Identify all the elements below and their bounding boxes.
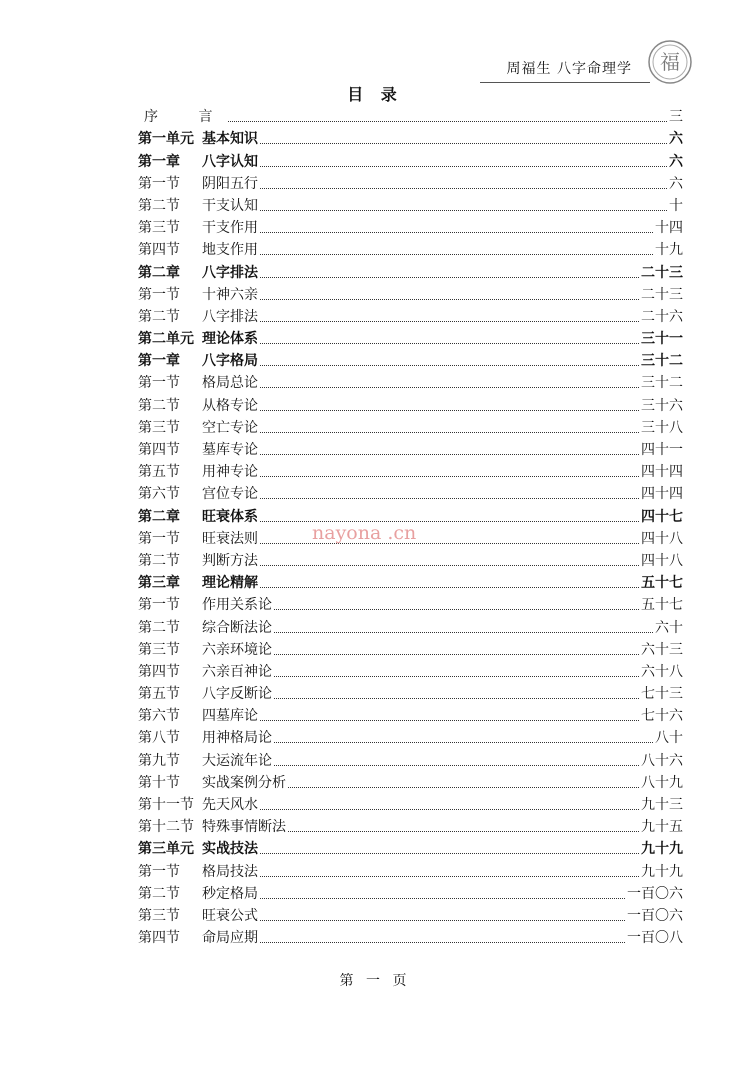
running-header: 周福生 八字命理学: [506, 61, 632, 77]
seal-logo: [646, 38, 694, 86]
toc-entry-number: 第一章: [138, 353, 180, 370]
toc-entry-title: 空亡专论: [202, 419, 258, 436]
toc-entry-number: 第二节: [138, 552, 180, 569]
toc-entry-title: 旺衰公式: [202, 907, 258, 924]
toc-entry-number: 第六节: [138, 708, 180, 725]
toc-entry-page: 十: [669, 197, 683, 214]
toc-entry-title: 宫位专论: [202, 486, 258, 503]
toc-entry-number: 第五节: [138, 464, 180, 481]
toc-entry-title: 阴阳五行: [202, 175, 258, 192]
svg-text:福: 福: [660, 50, 680, 74]
dot-leader: [260, 565, 639, 566]
dot-leader: [260, 387, 639, 388]
dot-leader: [260, 254, 653, 255]
dot-leader: [274, 765, 639, 766]
toc-entry-number: 第一章: [138, 153, 180, 170]
dot-leader: [260, 476, 639, 477]
toc-entry-title: 旺衰法则: [202, 530, 258, 547]
toc-entry-number: 第二节: [138, 619, 180, 636]
toc-entry: [138, 570, 683, 592]
dot-leader: [260, 365, 639, 366]
toc-entry-title: 理论体系: [202, 331, 258, 348]
dot-leader: [274, 654, 639, 655]
toc-entry-page: 一百〇八: [627, 930, 683, 947]
page-footer: 第 一 页: [339, 973, 411, 989]
toc-entry-number: 第二单元: [138, 331, 194, 348]
toc-entry: [138, 614, 683, 636]
toc-entry-page: 四十八: [641, 552, 683, 569]
dot-leader: [260, 143, 667, 144]
toc-entry: [138, 370, 683, 392]
dot-leader: [260, 942, 625, 943]
toc-entry-page: 三十二: [641, 375, 683, 392]
dot-leader: [260, 277, 639, 278]
toc-entry-number: 第二节: [138, 885, 180, 902]
dot-leader: [228, 121, 667, 122]
toc-entry: [138, 237, 683, 259]
toc-entry-page: 四十四: [641, 464, 683, 481]
toc-entry: [138, 659, 683, 681]
dot-leader: [274, 698, 639, 699]
toc-entry-title: 干支认知: [202, 197, 258, 214]
toc-entry-number: 第二章: [138, 508, 180, 525]
toc-entry-page: 六十八: [641, 663, 683, 680]
toc-entry-page: 九十三: [641, 797, 683, 813]
dot-leader: [288, 787, 639, 788]
toc-entry-number: 第三节: [138, 907, 180, 924]
toc-entry: [138, 326, 683, 348]
toc-entry-number: 第一节: [138, 530, 180, 547]
toc-entry-number: 第十一节: [138, 797, 194, 813]
toc-entry-title: 理论精解: [202, 575, 258, 592]
toc-entry-title: 八字认知: [202, 153, 258, 170]
watermark: nayona .cn: [312, 522, 417, 544]
toc-entry-number: 第四节: [138, 242, 180, 259]
toc-entry-title: 大运流年论: [202, 752, 272, 769]
toc-entry: [138, 770, 683, 792]
dot-leader: [260, 876, 639, 877]
toc-entry-number: 第三单元: [138, 841, 194, 858]
dot-leader: [260, 321, 639, 322]
toc-entry-title: 八字排法: [202, 264, 258, 281]
dot-leader: [260, 343, 639, 344]
toc-entry-title: 格局总论: [202, 375, 258, 392]
toc-entry: [138, 437, 683, 459]
toc-entry-page: 一百〇六: [627, 885, 683, 902]
toc-entry-number: 第二章: [138, 264, 180, 281]
toc-entry-title: 干支作用: [202, 220, 258, 237]
toc-entry-page: 九十九: [641, 863, 683, 880]
toc-entry-number: 第九节: [138, 752, 180, 769]
toc-entry: [138, 725, 683, 747]
toc-entry: [138, 171, 683, 193]
toc-entry-number: 第一节: [138, 597, 180, 614]
toc-entry-title: 用神专论: [202, 464, 258, 481]
toc-entry: [138, 925, 683, 947]
toc-entry: [138, 459, 683, 481]
dot-leader: [260, 920, 625, 921]
toc-entry: [138, 392, 683, 414]
toc-entry-number: 第十二节: [138, 819, 194, 836]
toc-entry-title: 十神六亲: [202, 286, 258, 303]
toc-entry-number: 第八节: [138, 730, 180, 747]
toc-entry-number: 第二节: [138, 197, 180, 214]
toc-entry-page: 六: [669, 175, 683, 192]
toc-entry-number: 第三节: [138, 419, 180, 436]
toc-entry-title: 秒定格局: [202, 885, 258, 902]
toc-entry-page: 二十三: [641, 264, 683, 281]
toc-entry-number: 第四节: [138, 930, 180, 947]
toc-entry-title: 八字反断论: [202, 686, 272, 703]
toc-entry-page: 三: [669, 109, 683, 126]
toc-entry: [138, 415, 683, 437]
toc-entry-page: 八十九: [641, 774, 683, 791]
toc-entry: [138, 858, 683, 880]
toc-entry: [138, 792, 683, 814]
toc-entry-number: 第二节: [138, 397, 180, 414]
toc-entry: [138, 259, 683, 281]
toc-entry-page: 三十一: [641, 331, 683, 348]
toc-entry: [138, 637, 683, 659]
toc-entry-page: 二十六: [641, 308, 683, 325]
toc-entry-title: 作用关系论: [202, 597, 272, 614]
toc-entry-number: 第五节: [138, 686, 180, 703]
dot-leader: [274, 632, 653, 633]
toc-entry-title: 判断方法: [202, 552, 258, 569]
toc-entry-number: 第三节: [138, 220, 180, 237]
toc-entry-title: 实战案例分析: [202, 774, 286, 791]
toc-entry: [138, 348, 683, 370]
toc-entry-page: 三十二: [641, 353, 683, 370]
toc-entry: [138, 104, 683, 126]
dot-leader: [260, 410, 639, 411]
toc-entry-title: 先天风水: [202, 797, 258, 813]
toc-entry: [138, 193, 683, 215]
dot-leader: [260, 720, 639, 721]
toc-entry-number: 第二节: [138, 308, 180, 325]
toc-entry-page: 四十七: [641, 508, 683, 525]
toc-entry-number: 第四节: [138, 663, 180, 680]
toc-entry-page: 十四: [655, 220, 683, 237]
toc-entry-page: 九十九: [641, 841, 683, 858]
dot-leader: [260, 454, 639, 455]
toc-entry-page: 三十八: [641, 419, 683, 436]
toc-entry-title: 八字格局: [202, 353, 258, 370]
toc-entry-page: 四十八: [641, 530, 683, 547]
toc-entry: [138, 814, 683, 836]
toc-entry: [138, 282, 683, 304]
dot-leader: [260, 210, 667, 211]
toc-entry-number: 第四节: [138, 442, 180, 458]
toc-entry: [138, 836, 683, 858]
toc-entry-number: 第十节: [138, 774, 180, 791]
dot-leader: [260, 299, 639, 300]
toc-entry-page: 六: [669, 131, 683, 148]
toc-entry-page: 五十七: [641, 597, 683, 614]
toc-entry-page: 五十七: [641, 575, 683, 592]
toc-entry-page: 九十五: [641, 819, 683, 836]
toc-entry-number: 第一节: [138, 286, 180, 303]
dot-leader: [288, 831, 639, 832]
toc-entry-title: 特殊事情断法: [202, 819, 286, 836]
dot-leader: [260, 232, 653, 233]
toc-entry-title: 六亲环境论: [202, 641, 272, 658]
toc-entry: [138, 592, 683, 614]
toc-entry-page: 七十三: [641, 686, 683, 703]
toc-entry-page: 七十六: [641, 708, 683, 725]
toc-entry-page: 四十一: [641, 442, 683, 458]
toc-entry-title: 格局技法: [202, 863, 258, 880]
toc-entry-number: 序 言: [144, 109, 231, 126]
toc-entry-title: 用神格局论: [202, 730, 272, 747]
dot-leader: [274, 742, 653, 743]
toc-entry-page: 六: [669, 153, 683, 170]
toc-entry-page: 八十六: [641, 752, 683, 769]
toc-entry-title: 六亲百神论: [202, 663, 272, 680]
dot-leader: [260, 898, 625, 899]
toc-entry-number: 第三节: [138, 641, 180, 658]
toc-entry: [138, 747, 683, 769]
toc-entry: [138, 126, 683, 148]
toc-entry-title: 八字排法: [202, 308, 258, 325]
toc-entry: [138, 215, 683, 237]
toc-entry-title: 四墓库论: [202, 708, 258, 725]
toc-entry-page: 六十三: [641, 641, 683, 658]
dot-leader: [260, 498, 639, 499]
toc-entry: [138, 881, 683, 903]
toc-entry-title: 基本知识: [202, 131, 258, 148]
toc-entry-page: 三十六: [641, 397, 683, 414]
toc-entry-title: 命局应期: [202, 930, 258, 947]
toc-entry-number: 第一单元: [138, 131, 194, 148]
toc-entry-title: 墓库专论: [202, 442, 258, 458]
dot-leader: [274, 676, 639, 677]
dot-leader: [260, 809, 639, 810]
toc-entry-title: 地支作用: [202, 242, 258, 259]
toc-entry: [138, 481, 683, 503]
toc-entry: [138, 304, 683, 326]
toc-entry-title: 从格专论: [202, 397, 258, 414]
toc-entry-page: 十九: [655, 242, 683, 259]
dot-leader: [260, 166, 667, 167]
dot-leader: [260, 432, 639, 433]
toc-entry: [138, 681, 683, 703]
toc-entry-number: 第三章: [138, 575, 180, 592]
toc-entry-number: 第一节: [138, 375, 180, 392]
toc-entry-number: 第六节: [138, 486, 180, 503]
toc-entry: [138, 903, 683, 925]
page-title: 目 录: [347, 85, 403, 104]
dot-leader: [260, 587, 639, 588]
toc-entry-page: 六十: [655, 619, 683, 636]
toc-entry-title: 实战技法: [202, 841, 258, 858]
toc-entry: [138, 148, 683, 170]
toc-entry-number: 第一节: [138, 175, 180, 192]
dot-leader: [274, 609, 639, 610]
toc-entry-title: 综合断法论: [202, 619, 272, 636]
toc-entry: [138, 548, 683, 570]
dot-leader: [260, 188, 667, 189]
toc-entry-page: 二十三: [641, 286, 683, 303]
toc-entry-page: 八十: [655, 730, 683, 747]
dot-leader: [260, 853, 639, 854]
toc-entry-title: 旺衰体系: [202, 508, 258, 525]
toc-entry-number: 第一节: [138, 863, 180, 880]
toc-entry-page: 四十四: [641, 486, 683, 503]
toc-entry-page: 一百〇六: [627, 907, 683, 924]
toc-entry: [138, 703, 683, 725]
